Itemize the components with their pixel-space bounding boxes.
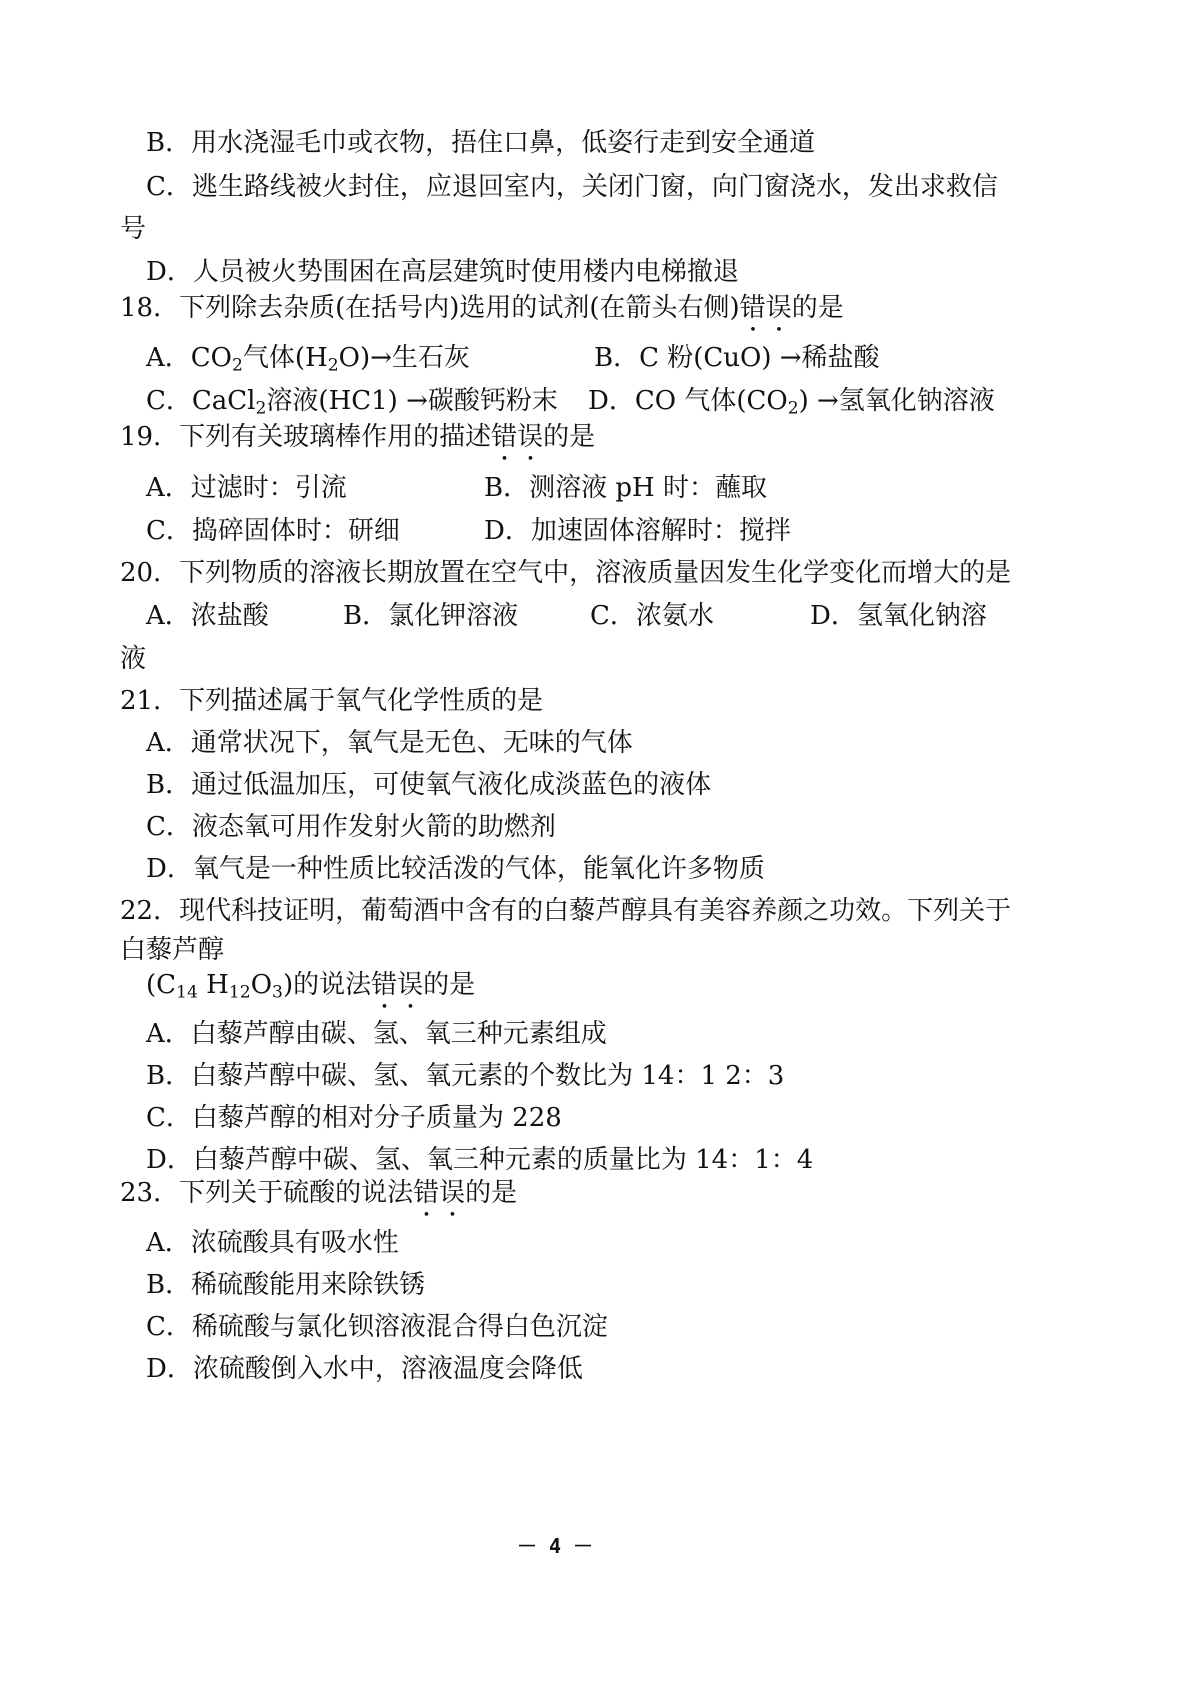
q20-option-b: B．氯化钾溶液 — [343, 601, 519, 631]
q17-option-b: B．用水浇湿毛巾或衣物，捂住口鼻，低姿行走到安全通道 — [146, 128, 816, 158]
q21-option-d: D．氧气是一种性质比较活泼的气体，能氧化许多物质 — [146, 854, 765, 884]
q22-option-c: C．白藜芦醇的相对分子质量为 228 — [146, 1103, 562, 1133]
q18-option-a: A．$CO_2$气体$(H_2O)\to$生石灰 — [146, 343, 470, 376]
q22-option-d: D．白藜芦醇中碳、氢、氧三种元素的质量比为 14：1：4 — [146, 1145, 814, 1175]
q23-stem: 23．下列关于硫酸的说法错误的是 — [120, 1178, 518, 1208]
q21-option-b: B．通过低温加压，可使氧气液化成淡蓝色的液体 — [146, 770, 712, 800]
q18-stem: 18．下列除去杂质(在括号内)选用的试剂(在箭头右侧)错误的是 — [120, 293, 844, 323]
q20-option-d-line2: 液 — [120, 644, 147, 674]
q17-option-c-line1: C．逃生路线被火封住，应退回室内，关闭门窗，向门窗浇水，发出求救信 — [146, 172, 998, 202]
q21-option-c: C．液态氧可用作发射火箭的助燃剂 — [146, 812, 556, 842]
q19-stem: 19．下列有关玻璃棒作用的描述错误的是 — [120, 422, 596, 452]
q18-option-d: D．CO 气体$(CO_2)$ →氢氧化钠溶液 — [588, 386, 995, 419]
q20-option-a: A．浓盐酸 — [146, 601, 269, 631]
q20-option-d-line1: D．氢氧化钠溶 — [810, 601, 987, 631]
q22-option-a: A．白藜芦醇由碳、氢、氧三种元素组成 — [146, 1019, 607, 1049]
page-number: － 4 － — [516, 1534, 594, 1558]
q22-stem-line1: 22．现代科技证明，葡萄酒中含有的白藜芦醇具有美容养颜之功效。下列关于 — [120, 896, 1012, 926]
q19-option-b: B．测溶液 pH 时：蘸取 — [484, 473, 767, 503]
q19-option-d: D．加速固体溶解时：搅拌 — [484, 516, 791, 546]
q21-stem: 21．下列描述属于氧气化学性质的是 — [120, 686, 544, 716]
q18-option-c: C．CaCl$_2$溶液(HC1) →碳酸钙粉末 — [146, 386, 558, 419]
q22-option-b: B．白藜芦醇中碳、氢、氧元素的个数比为 14：1 2：3 — [146, 1061, 785, 1091]
q23-option-b: B．稀硫酸能用来除铁锈 — [146, 1270, 426, 1300]
q17-option-c-line2: 号 — [120, 214, 147, 244]
q17-option-d: D．人员被火势围困在高层建筑时使用楼内电梯撤退 — [146, 257, 739, 287]
q18-option-b: B．C 粉(CuO) →稀盐酸 — [594, 343, 880, 373]
q19-option-c: C．捣碎固体时：研细 — [146, 516, 400, 546]
q23-option-c: C．稀硫酸与氯化钡溶液混合得白色沉淀 — [146, 1312, 608, 1342]
q23-option-d: D．浓硫酸倒入水中，溶液温度会降低 — [146, 1354, 583, 1384]
q19-option-a: A．过滤时：引流 — [146, 473, 347, 503]
q20-option-c: C．浓氨水 — [590, 601, 714, 631]
q23-option-a: A．浓硫酸具有吸水性 — [146, 1228, 399, 1258]
q22-stem-formula: ($C_{14}$ $H_{12}O_3$)的说法错误的是 — [146, 970, 476, 1003]
q22-stem-line2: 白藜芦醇 — [120, 935, 225, 965]
q21-option-a: A．通常状况下，氧气是无色、无味的气体 — [146, 728, 633, 758]
q20-stem: 20．下列物质的溶液长期放置在空气中，溶液质量因发生化学变化而增大的是 — [120, 558, 1012, 588]
